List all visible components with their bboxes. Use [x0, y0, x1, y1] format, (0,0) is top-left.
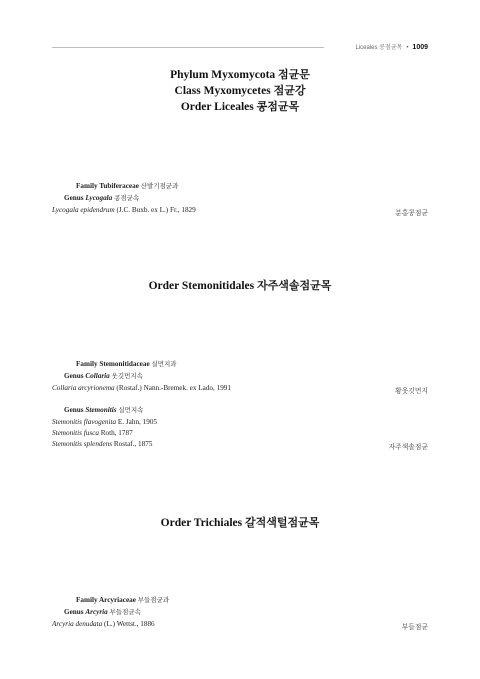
phylum-title: [0, 67, 480, 83]
order1-korean: 콩점균목: [256, 100, 300, 113]
order-stemonitidales-title: [0, 278, 480, 294]
species-name: Collaria arcyrionema: [52, 384, 115, 392]
page-number: 1009: [412, 44, 428, 51]
order-trichiales-title: [0, 515, 480, 531]
species-row: [52, 384, 231, 393]
species-row: [52, 620, 155, 629]
genus-lycogala: [64, 194, 139, 203]
species-name: Stemonitis splendens: [52, 440, 113, 448]
genus-stemonitis: [64, 406, 143, 415]
genus-arcyria: [64, 608, 141, 617]
family-latin: Family Arcyriaceae: [76, 596, 136, 604]
genus-korean: 웃깃먼지속: [111, 372, 143, 380]
family-korean: 산발기점균과: [140, 182, 179, 190]
genus-name: Stemonitis: [85, 406, 117, 414]
genus-prefix: Genus: [64, 406, 84, 414]
header-rule: [52, 47, 324, 48]
genus-prefix: Genus: [64, 194, 84, 202]
order3-latin: Order Trichiales: [160, 517, 243, 529]
class-latin: Class Myxomycetes: [174, 85, 271, 97]
phylum-korean: 점균문: [278, 68, 310, 81]
species-author: Rostaf., 1875: [113, 440, 153, 448]
class-korean: 점균강: [273, 84, 306, 97]
order2-latin: Order Stemonitidales: [148, 280, 255, 292]
genus-prefix: Genus: [64, 608, 84, 616]
species-name: Stemonitis fusca: [52, 429, 99, 437]
species-author: (Rostaf.) Nann.-Bremek. ex Lado, 1991: [116, 384, 231, 392]
genus-korean: 부들점균속: [109, 608, 141, 616]
genus-korean: 콩점균속: [114, 194, 140, 202]
class-title: [0, 83, 480, 99]
main-title-block: [0, 67, 480, 115]
family-latin: Family Stemonitidaceae: [76, 360, 150, 368]
species-author: (L.) Wettst., 1886: [104, 620, 155, 628]
family-tubiferaceae: [76, 182, 178, 191]
species-name: Arcyria denudata: [52, 620, 103, 628]
family-latin: Family Tubiferaceae: [76, 182, 139, 190]
species-name: Lycogala epidendrum: [52, 206, 115, 214]
header-separator: •: [406, 45, 409, 51]
common-name: 자주색솔점균: [388, 443, 428, 451]
common-name: 분홍콩점균: [395, 209, 428, 217]
species-name: Stemonitis flavogenita: [52, 418, 117, 426]
common-name: 황웃깃먼지: [395, 387, 428, 395]
species-row: [52, 418, 157, 427]
phylum-latin: Phylum Myxomycota: [170, 69, 276, 81]
order3-korean: 갈적색털점균목: [244, 516, 320, 529]
genus-name: Lycogala: [85, 194, 113, 202]
genus-prefix: Genus: [64, 372, 84, 380]
order-liceales-title: [0, 99, 480, 115]
order2-korean: 자주색솔점균목: [257, 279, 332, 292]
genus-collaria: [64, 372, 143, 381]
family-arcyriaceae: [76, 596, 169, 605]
family-korean: 실먼지과: [151, 360, 177, 368]
species-author: E. Jahn, 1905: [117, 418, 158, 426]
species-author: Roth, 1787: [100, 429, 133, 437]
species-row: [52, 429, 133, 438]
order2-line: [0, 278, 480, 294]
order3-line: [0, 515, 480, 531]
running-header: [52, 44, 428, 56]
species-row: [52, 440, 152, 449]
running-title: Liceales 콩점균목: [355, 45, 403, 51]
order1-latin: Order Liceales: [180, 101, 254, 113]
species-author: (J.C. Buxb. ex L.) Fr., 1829: [116, 206, 196, 214]
genus-korean: 실먼지속: [118, 406, 144, 414]
common-name: 부들점균: [401, 623, 428, 631]
genus-name: Collaria: [85, 372, 110, 380]
genus-name: Arcyria: [85, 608, 108, 616]
family-korean: 부들점균과: [137, 596, 170, 604]
family-stemonitidaceae: [76, 360, 177, 369]
header-text: [355, 42, 428, 51]
species-row: [52, 206, 196, 215]
